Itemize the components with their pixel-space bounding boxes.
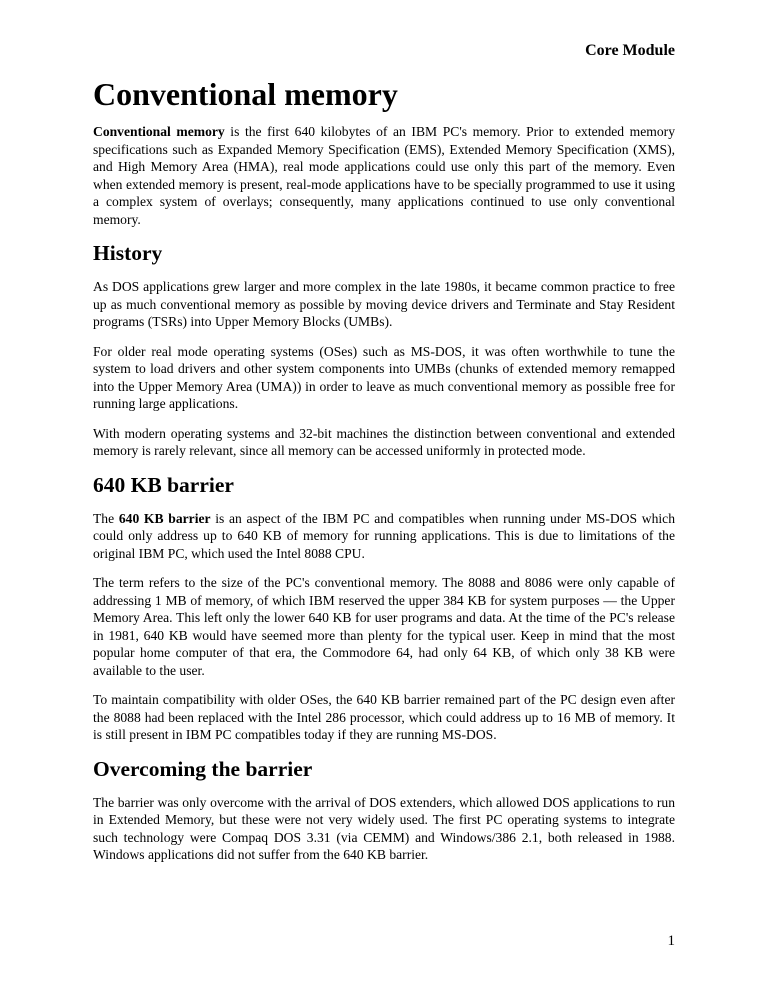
- history-heading: History: [93, 241, 163, 265]
- intro-bold-term: Conventional memory: [93, 124, 225, 139]
- document-body: [93, 123, 675, 876]
- barrier-p1-prefix: The: [93, 510, 119, 526]
- history-paragraph-2: For older real mode operating systems (OSes) such as MS-DOS, it was often worthwhile to tune the system to load drivers and other system components into UMBs (chunks of extended memory remapped into the Upper Memory Area (UMA)) in order to leave as much conventional memory as possible free for running large applications.: [93, 343, 675, 411]
- page-title: Conventional memory: [93, 76, 398, 112]
- barrier-paragraph-1: [93, 510, 675, 563]
- barrier-heading: 640 KB barrier: [93, 472, 234, 497]
- history-paragraph-3: With modern operating systems and 32-bit machines the distinction between conventional and extended memory is rarely relevant, since all memory can be accessed uniformly in protected mode.: [93, 425, 675, 458]
- running-header: Core Module: [585, 42, 675, 59]
- page-number: 1: [667, 933, 675, 949]
- intro-text: is the first 640 kilobytes of an IBM PC's memory. Prior to extended memory specifications such as Expanded Memory Specification (EMS), Extended Memory Specification (XMS), and High Memory Area (HMA), real mode applications could use only this part of the memory. Even when extended memory is present, real-mode applications have to be specially programmed to use it using a complex system of overlays; consequently, many applications continued to use only conventional memory.: [93, 124, 675, 227]
- barrier-paragraph-2: The term refers to the size of the PC's conventional memory. The 8088 and 8086 were only capable of addressing 1 MB of memory, of which IBM reserved the upper 384 KB for system purposes — the Upper Memory Area. This left only the lower 640 KB for user programs and data. At the time of the PC's release in 1981, 640 KB would have seemed more than plenty for the typical user. Keep in mind that the most popular home computer of that era, the Commodore 64, had only 64 KB, of which only 38 KB were available to the user.: [93, 575, 675, 678]
- overcoming-paragraph-1: The barrier was only overcome with the arrival of DOS extenders, which allowed DOS applications to run in Extended Memory, but these were not very widely used. The first PC operating systems to integrate such technology were Compaq DOS 3.31 (via CEMM) and Windows/386 2.1, both released in 1988. Windows applications did not suffer from the 640 KB barrier.: [93, 794, 675, 862]
- overcoming-heading: Overcoming the barrier: [93, 756, 313, 781]
- barrier-p1-text: is an aspect of the IBM PC and compatibles when running under MS-DOS which could only address up to 640 KB of memory for running applications. This is due to limitations of the original IBM PC, which used the Intel 8088 CPU.: [93, 510, 675, 561]
- history-paragraph-1: As DOS applications grew larger and more complex in the late 1980s, it became common practice to free up as much conventional memory as possible by moving device drivers and Terminate and Stay Resident programs (TSRs) into Upper Memory Blocks (UMBs).: [93, 279, 675, 329]
- barrier-bold-term: 640 KB barrier: [118, 510, 211, 526]
- barrier-paragraph-3: To maintain compatibility with older OSes, the 640 KB barrier remained part of the PC design even after the 8088 had been replaced with the Intel 286 processor, which could address up to 16 MB of memory. It is still present in IBM PC compatibles today if they are running MS-DOS.: [93, 692, 675, 742]
- intro-paragraph: [93, 123, 675, 228]
